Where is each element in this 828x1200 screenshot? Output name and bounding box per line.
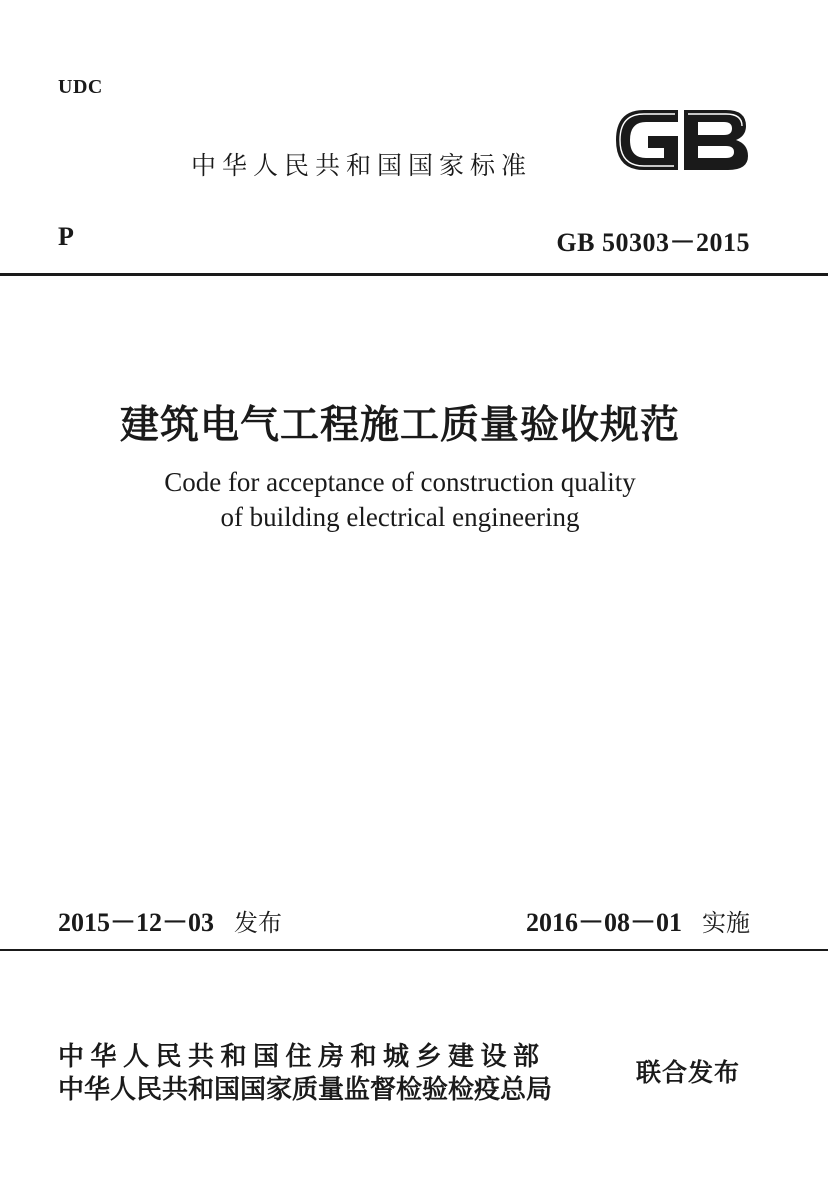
title-english-line2: of building electrical engineering: [220, 502, 580, 532]
top-divider: [0, 273, 828, 276]
category-code: P: [58, 222, 74, 251]
title-chinese: 建筑电气工程施工质量验收规范: [119, 402, 680, 448]
implement-label: 实施: [702, 909, 750, 937]
issue-date: 2015－12－03: [58, 908, 215, 937]
joint-publish-label: 联合发布: [636, 1058, 741, 1087]
issue-date-block: [58, 902, 282, 939]
national-standard-heading: 中华人民共和国国家标准: [191, 151, 533, 180]
implement-date: 2016－08－01: [525, 908, 682, 937]
issue-label: 发布: [234, 909, 283, 937]
gb-logo-icon: [608, 102, 754, 178]
standard-number: GB 50303－2015: [556, 228, 750, 257]
title-english-line1: Code for acceptance of construction quality: [164, 467, 636, 497]
bottom-divider: [0, 949, 828, 951]
issuer-ministry-housing: 中华人民共和国住房和城乡建设部: [58, 1042, 546, 1072]
udc-label: UDC: [58, 76, 103, 98]
implement-date-block: [526, 902, 750, 939]
issuer-quality-supervision: 中华人民共和国国家质量监督检验检疫总局: [58, 1075, 553, 1105]
